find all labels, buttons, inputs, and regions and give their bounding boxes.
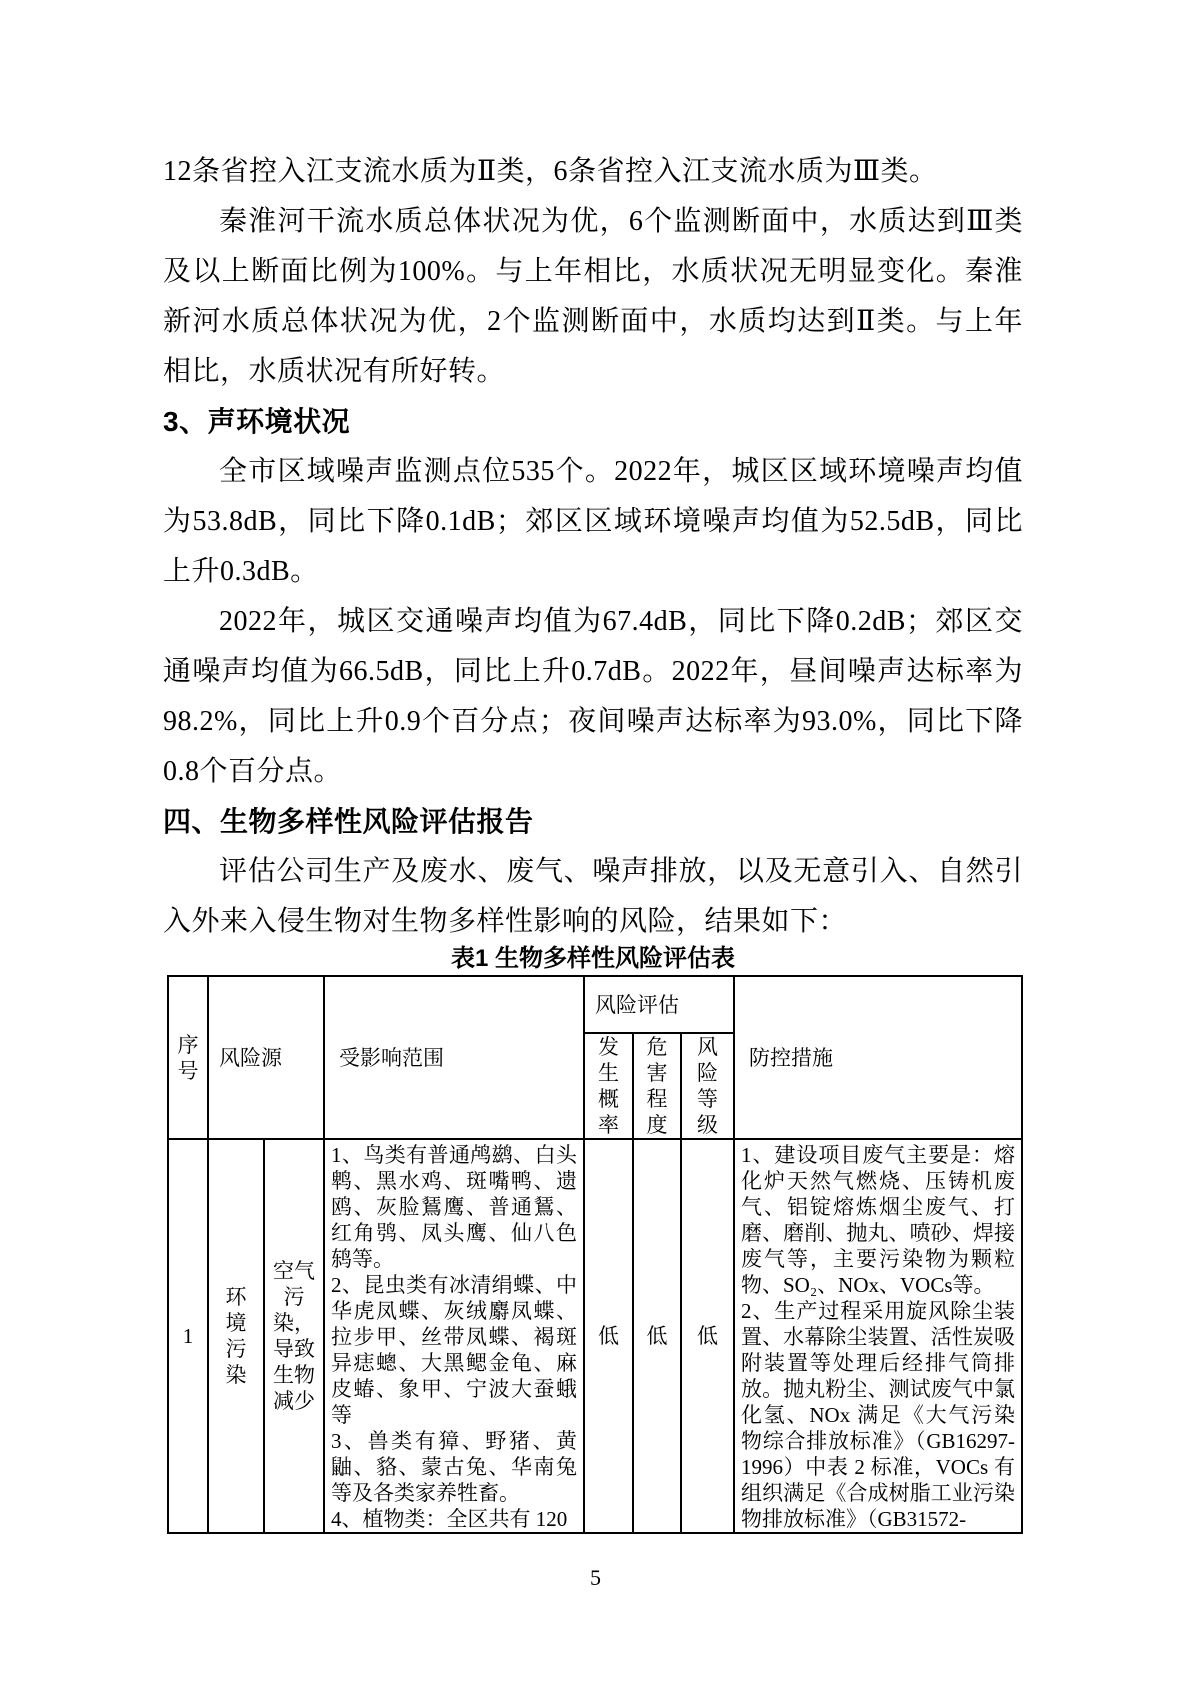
paragraph-qinhuai-river: 秦淮河干流水质总体状况为优，6个监测断面中，水质达到Ⅲ类及以上断面比例为100%。与上年相比，水质状况无明显变化。秦淮新河水质总体状况为优，2个监测断面中，水质均达到Ⅱ类。与上年相比，水质状况有所好转。 — [163, 206, 1023, 387]
header-cell-control-measures: 防控措施 — [734, 976, 1022, 1139]
affected-scope-item-insects: 2、昆虫类有冰清绢蝶、中华虎凤蝶、灰绒麝凤蝶、拉步甲、丝带凤蝶、褐斑异痣蟌、大黑鳃金龟、麻皮蝽、象甲、宁波大蚕蛾等 — [331, 1273, 577, 1427]
cell-affected-scope — [324, 1139, 584, 1533]
body-text — [163, 147, 1023, 947]
occurrence-probability-label: 发生概率 — [598, 1035, 619, 1137]
header-cell-harm-degree — [633, 1033, 681, 1139]
heading-biodiversity-risk-report: 四、生物多样性风险评估报告 — [163, 806, 534, 837]
paragraph-regional-noise: 全市区域噪声监测点位535个。2022年，城区区域环境噪声均值为53.8dB，同比下降0.1dB；郊区区域环境噪声均值为52.5dB，同比上升0.3dB。 — [163, 456, 1023, 587]
table-row — [168, 1139, 1022, 1533]
risk-source-detail-text: 空气污染，导致生物减少 — [273, 1259, 315, 1413]
affected-scope-item-mammals: 3、兽类有獐、野猪、黄鼬、貉、蒙古兔、华南兔等及各类家养牲畜。 — [331, 1429, 577, 1505]
page-number: 5 — [590, 1565, 601, 1590]
header-cell-index: 序号 — [168, 976, 208, 1139]
paragraph-tributary-water-quality: 12条省控入江支流水质为Ⅱ类，6条省控入江支流水质为Ⅲ类。 — [163, 156, 938, 187]
cell-risk-source-detail — [264, 1139, 324, 1533]
harm-degree-label: 危害程度 — [646, 1035, 668, 1137]
heading-acoustic-environment: 3、声环境状况 — [163, 406, 351, 437]
paragraph-assessment-intro: 评估公司生产及废水、废气、噪声排放，以及无意引入、自然引入外来入侵生物对生物多样性影响的风险，结果如下： — [163, 856, 1023, 937]
cell-row-index: 1 — [168, 1139, 208, 1533]
cell-risk-level: 低 — [681, 1139, 734, 1533]
header-row-top — [168, 976, 1022, 1033]
risk-level-label: 风险等级 — [697, 1035, 718, 1137]
cell-risk-source-category — [208, 1139, 264, 1533]
table-title: 表1 生物多样性风险评估表 — [450, 945, 735, 972]
control-measures-item-emissions: 1、建设项目废气主要是：熔化炉天然气燃烧、压铸机废气、铝锭熔炼烟尘废气、打磨、磨削、抛丸、喷砂、焊接废气等，主要污染物为颗粒物、SO₂、NOx、VOCs等。 — [741, 1143, 1015, 1297]
cell-occurrence-probability: 低 — [584, 1139, 633, 1533]
affected-scope-item-birds: 1、鸟类有普通鸬鹚、白头鹎、黑水鸡、斑嘴鸭、遗鸥、灰脸鵟鹰、普通鵟、红角鸮、凤头鹰、仙八色鸫等。 — [331, 1143, 577, 1271]
cell-harm-degree: 低 — [633, 1139, 681, 1533]
control-measures-item-treatment: 2、生产过程采用旋风除尘装置、水幕除尘装置、活性炭吸附装置等处理后经排气筒排放。抛丸粉尘、测试废气中氯化氢、NOx 满足《大气污染物综合排放标准》（GB16297-1996）中表 2 标准，VOCs 有组织满足《合成树脂工业污染物排放标准》（GB31572- — [741, 1299, 1015, 1531]
header-cell-risk-source: 风险源 — [208, 976, 324, 1139]
affected-scope-item-plants: 4、植物类：全区共有 120 — [331, 1507, 568, 1531]
biodiversity-risk-table — [167, 975, 1023, 1534]
header-cell-risk-level — [681, 1033, 734, 1139]
risk-source-category-text: 环境污染 — [225, 1285, 247, 1387]
paragraph-traffic-noise: 2022年，城区交通噪声均值为67.4dB，同比下降0.2dB；郊区交通噪声均值为66.5dB，同比上升0.7dB。2022年，昼间噪声达标率为98.2%，同比上升0.9个百分点；夜间噪声达标率为93.0%，同比下降0.8个百分点。 — [163, 606, 1023, 787]
cell-control-measures — [734, 1139, 1022, 1533]
header-cell-risk-assessment: 风险评估 — [584, 976, 734, 1033]
header-cell-occurrence-probability — [584, 1033, 633, 1139]
header-cell-affected-scope: 受影响范围 — [324, 976, 584, 1139]
